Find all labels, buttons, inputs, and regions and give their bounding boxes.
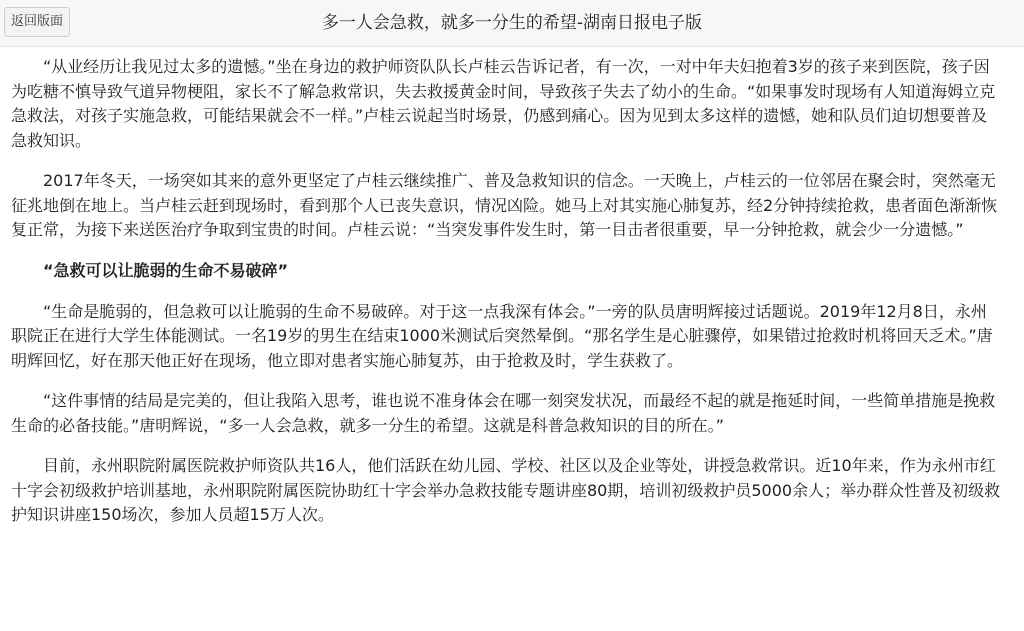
article-paragraph: “生命是脆弱的，但急救可以让脆弱的生命不易破碎。对于这一点我深有体会。”一旁的队员唐明辉接过话题说。2019年12月8日，永州职院正在进行大学生体能测试。一名19岁的男生在结束1000米测试后突然晕倒。“那名学生是心脏骤停，如果错过抢救时机将回天乏术。”唐明辉回忆，好在那天他正好在现场，他立即对患者实施心肺复苏，由于抢救及时，学生获救了。 <box>11 301 993 370</box>
section-heading: “急救可以让脆弱的生命不易破碎” <box>43 260 289 280</box>
article-paragraph: “从业经历让我见过太多的遗憾。”坐在身边的救护师资队队长卢桂云告诉记者，有一次，一对中年夫妇抱着3岁的孩子来到医院，孩子因为吃糖不慎导致气道异物梗阻，家长不了解急救常识，失去救援黄金时间，导致孩子失去了幼小的生命。“如果事发时现场有人知道海姆立克急救法，对孩子实施急救，可能结果就会不一样。”卢桂云说起当时场景，仍感到痛心。因为见到太多这样的遗憾，她和队员们迫切想要普及急救知识。 <box>11 57 996 150</box>
back-to-layout-button[interactable]: 返回版面 <box>4 7 70 37</box>
article-paragraph: 2017年冬天，一场突如其来的意外更坚定了卢桂云继续推广、普及急救知识的信念。一天晚上，卢桂云的一位邻居在聚会时，突然毫无征兆地倒在地上。当卢桂云赶到现场时，看到那个人已丧失意识，情况凶险。她马上对其实施心肺复苏，经2分钟持续抢救，患者面色渐渐恢复正常，为接下来送医治疗争取到宝贵的时间。卢桂云说：“当突发事件发生时，第一目击者很重要，早一分钟抢救，就会少一分遗憾。” <box>11 171 998 239</box>
page-title: 多一人会急救，就多一分生的希望-湖南日报电子版 <box>321 13 703 33</box>
article-paragraph: “这件事情的结局是完美的，但让我陷入思考，谁也说不准身体会在哪一刻突发状况，而最经不起的就是拖延时间，一些简单措施是挽救生命的必备技能。”唐明辉说，“多一人会急救，就多一分生的希望。这就是科普急救知识的目的所在。” <box>11 391 996 435</box>
article-paragraph: 目前，永州职院附属医院救护师资队共16人，他们活跃在幼儿园、学校、社区以及企业等处，讲授急救常识。近10年来，作为永州市红十字会初级救护培训基地，永州职院附属医院协助红十字会举办急救技能专题讲座80期，培训初级救护员5000余人；举办群众性普及初级救护知识讲座150场次，参加人员超15万人次。 <box>11 456 1001 524</box>
top-bar <box>0 0 1024 47</box>
article-body <box>0 47 1024 528</box>
